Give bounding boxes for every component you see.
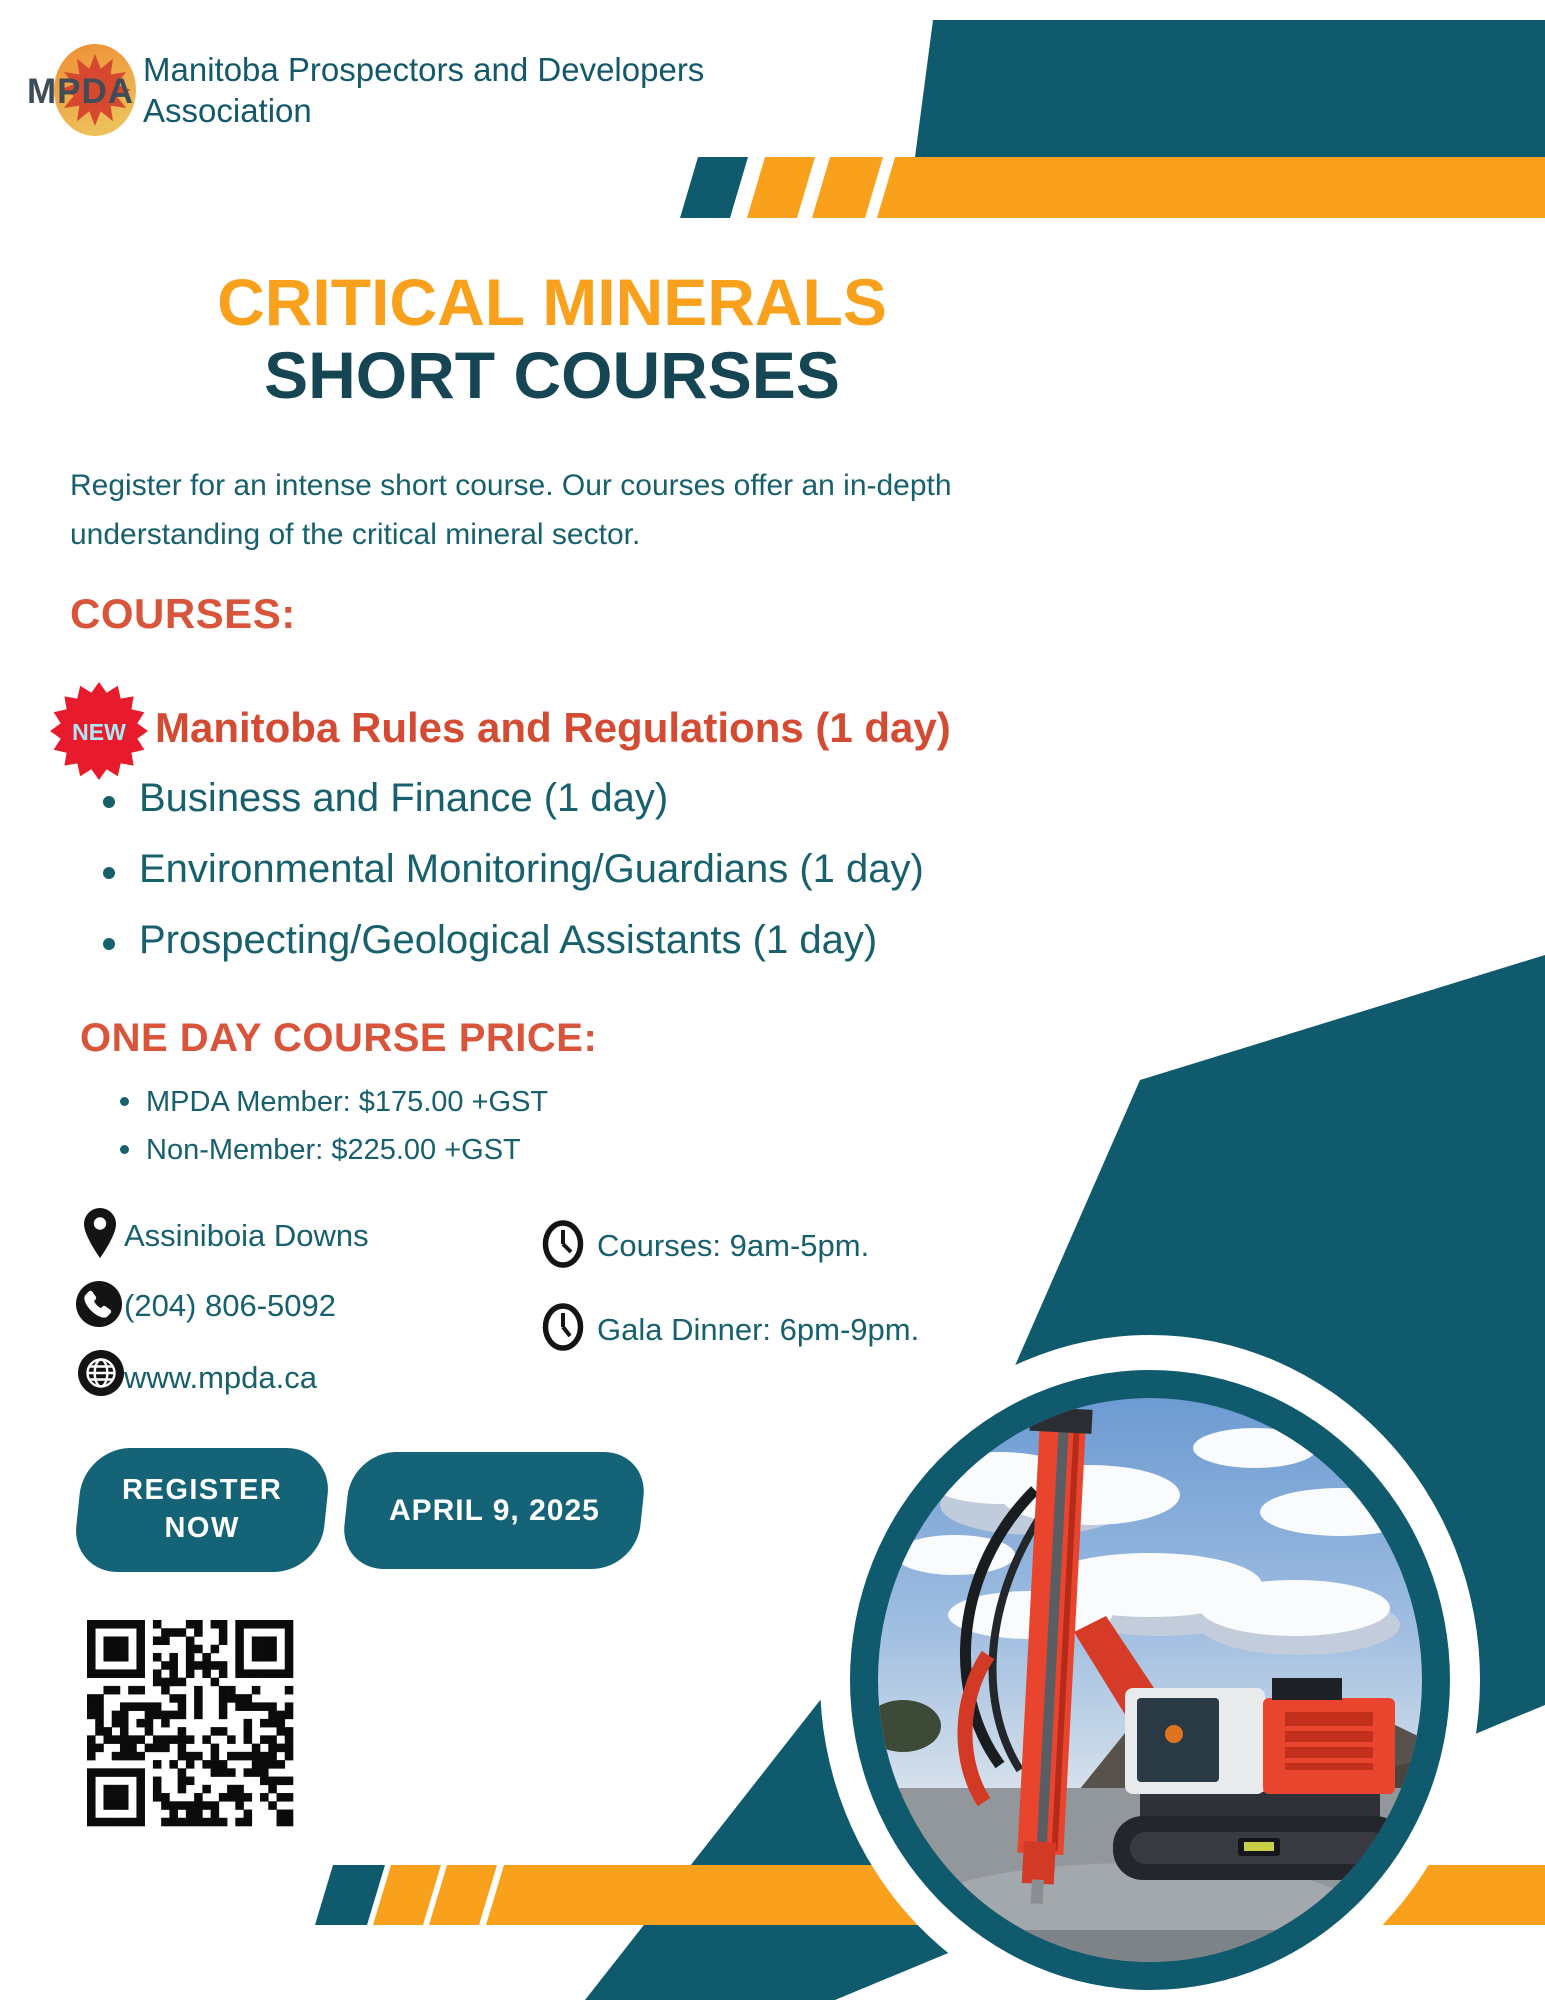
new-badge-label: NEW — [72, 719, 126, 745]
org-name-line1: Manitoba Prospectors and Developers — [143, 51, 705, 88]
bullet-dot — [120, 1145, 129, 1154]
intro-line1: Register for an intense short course. Our courses offer an in-depth — [70, 469, 952, 502]
course-item: Environmental Monitoring/Guardians (1 day) — [95, 847, 924, 892]
price-item: Non-Member: $225.00 +GST — [118, 1134, 548, 1167]
phone-icon — [76, 1281, 122, 1327]
new-badge — [50, 682, 148, 780]
course-item: Business and Finance (1 day) — [95, 776, 924, 821]
bullet-dot — [103, 938, 115, 950]
logo-text: MPDA — [27, 72, 135, 111]
price-list — [118, 1086, 548, 1182]
bullet-dot — [120, 1097, 129, 1106]
website-text[interactable]: www.mpda.ca — [124, 1360, 317, 1395]
top-stripe-band — [680, 157, 1545, 218]
gala-time-text: Gala Dinner: 6pm-9pm. — [597, 1312, 920, 1347]
intro-paragraph — [70, 462, 952, 559]
location-text: Assiniboia Downs — [124, 1218, 369, 1253]
map-pin-icon — [84, 1208, 116, 1258]
price-item: MPDA Member: $175.00 +GST — [118, 1086, 548, 1119]
org-name-line2: Association — [143, 91, 312, 129]
phone-text: (204) 806-5092 — [124, 1288, 336, 1323]
event-date-badge[interactable]: APRIL 9, 2025 — [340, 1452, 648, 1569]
clock-icon-courses — [546, 1223, 581, 1265]
course-list — [95, 776, 924, 989]
courses-heading: COURSES: — [70, 590, 296, 637]
mpda-logo — [27, 44, 136, 136]
globe-icon — [78, 1350, 124, 1396]
page-title — [0, 266, 1104, 411]
featured-course: Manitoba Rules and Regulations (1 day) — [155, 704, 951, 751]
pricing-heading: ONE DAY COURSE PRICE: — [80, 1016, 598, 1060]
org-name — [143, 50, 704, 132]
intro-line2: understanding of the critical mineral sector. — [70, 517, 641, 551]
title-line1: CRITICAL MINERALS — [217, 265, 887, 339]
course-item: Prospecting/Geological Assistants (1 day) — [95, 918, 924, 963]
courses-time-text: Courses: 9am-5pm. — [597, 1228, 870, 1263]
bullet-dot — [103, 867, 115, 879]
qr-code — [87, 1620, 293, 1826]
clock-icon-gala — [546, 1306, 581, 1348]
title-line2: SHORT COURSES — [264, 337, 840, 412]
bullet-dot — [103, 796, 115, 808]
register-now-button[interactable]: REGISTER NOW — [71, 1448, 332, 1572]
top-right-teal-shape — [915, 20, 1545, 157]
